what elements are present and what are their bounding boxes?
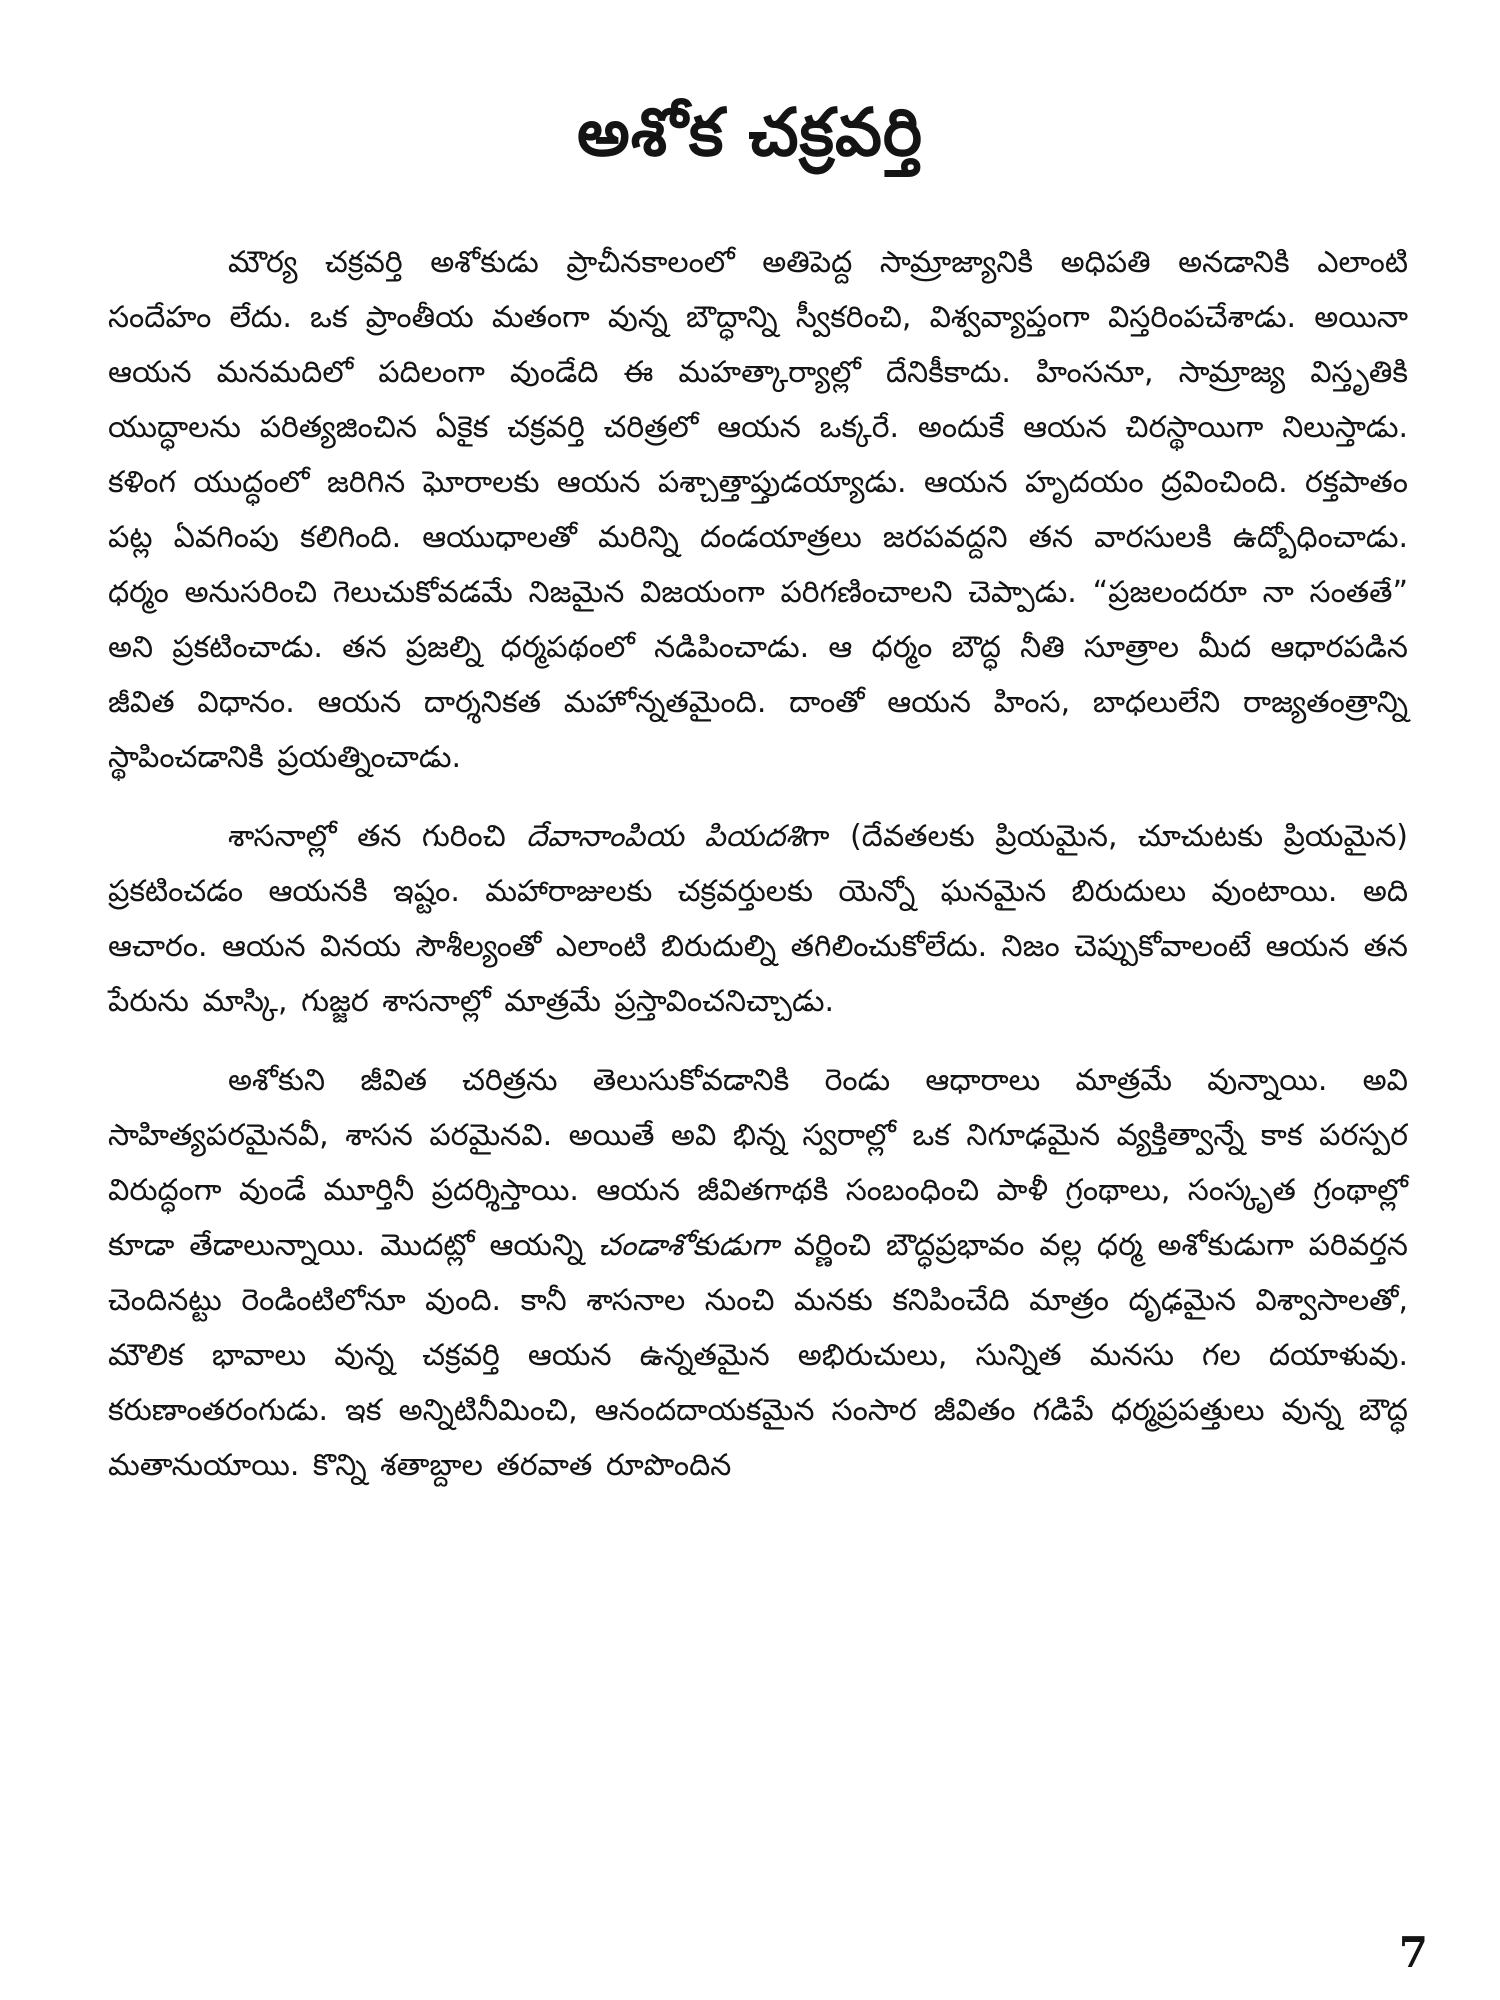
paragraph-2-text-start: శాసనాల్లో తన గురించి: [228, 819, 527, 854]
paragraph-3-text-end: వర్ణించి బౌద్ధప్రభావం వల్ల ధర్మ అశోకుడుగా పరివర్తన చెందినట్టు రెండింటిలోనూ వుంది. కానీ శాసనాల నుంచి మనకు కనిపించేది మాత్రం దృఢమైన విశ్వాసాలతో, మౌలిక భావాలు వున్న చక్రవర్తి ఆయన ఉన్నతమైన అభిరుచులు, సున్నిత మనసు గల దయాళువు. కరుణాంతరంగుడు. ఇక అన్నిటినీమించి, ఆనందదాయకమైన సంసార జీవితం గడిపే ధర్మప్రపత్తులు వున్న బౌద్ధ మతానుయాయి. కొన్ని శతాబ్దాల తరవాత రూపొందిన: [108, 1228, 1408, 1483]
body-text: [108, 235, 1408, 1517]
paragraph-2-italic-term: దేవానాంపియ పియదశి: [526, 819, 802, 854]
page-number: 7: [1398, 1928, 1428, 1977]
paragraph-2: [108, 809, 1408, 1029]
paragraph-3-text-start: అశోకుని జీవిత చరిత్రను తెలుసుకోవడానికి రెండు ఆధారాలు మాత్రమే వున్నాయి. అవి సాహిత్యపరమైనవీ, శాసన పరమైనవి. అయితే అవి భిన్న స్వరాల్లో ఒక నిగూఢమైన వ్యక్తిత్వాన్నే కాక పరస్పర విరుద్ధంగా వుండే మూర్తినీ ప్రదర్శిస్తాయి. ఆయన జీవితగాథకి సంబంధించి పాళీ గ్రంథాలు, సంస్కృత గ్రంథాల్లో కూడా తేడాలున్నాయి. మొదట్లో ఆయన్ని: [108, 1063, 1408, 1263]
paragraph-3-italic-term: చండాశోకుడుగా: [598, 1228, 779, 1263]
page-title: అశోక చక్రవర్తి: [576, 94, 924, 171]
paragraph-1: [108, 235, 1408, 785]
paragraph-3: [108, 1053, 1408, 1493]
paragraph-1-text: మౌర్య చక్రవర్తి అశోకుడు ప్రాచీనకాలంలో అతిపెద్ద సామ్రాజ్యానికి అధిపతి అనడానికి ఎలాంటి సందేహం లేదు. ఒక ప్రాంతీయ మతంగా వున్న బౌద్ధాన్ని స్వీకరించి, విశ్వవ్యాప్తంగా విస్తరింపచేశాడు. అయినా ఆయన మనమదిలో పదిలంగా వుండేది ఈ మహత్కార్యాల్లో దేనికీకాదు. హింసనూ, సామ్రాజ్య విస్తృతికి యుద్ధాలను పరిత్యజించిన ఏకైక చక్రవర్తి చరిత్రలో ఆయన ఒక్కరే. అందుకే ఆయన చిరస్థాయిగా నిలుస్తాడు. కళింగ యుద్ధంలో జరిగిన ఘోరాలకు ఆయన పశ్చాత్తాప్తుడయ్యాడు. ఆయన హృదయం ద్రవించింది. రక్తపాతం పట్ల ఏవగింపు కలిగింది. ఆయుధాలతో మరిన్ని దండయాత్రలు జరపవద్దని తన వారసులకి ఉద్బోధించాడు. ధర్మం అనుసరించి గెలుచుకోవడమే నిజమైన విజయంగా పరిగణించాలని చెప్పాడు. “ప్రజలందరూ నా సంతతే” అని ప్రకటించాడు. తన ప్రజల్ని ధర్మపథంలో నడిపించాడు. ఆ ధర్మం బౌద్ధ నీతి సూత్రాల మీద ఆధారపడిన జీవిత విధానం. ఆయన దార్శనికత మహోన్నతమైంది. దాంతో ఆయన హింస, బాధలులేని రాజ్యతంత్రాన్ని స్థాపించడానికి ప్రయత్నించాడు.: [108, 245, 1408, 775]
paragraph-2-text-end: గా (దేవతలకు ప్రియమైన, చూచుటకు ప్రియమైన) ప్రకటించడం ఆయనకి ఇష్టం. మహారాజులకు చక్రవర్తులకు యెన్నో ఘనమైన బిరుదులు వుంటాయి. అది ఆచారం. ఆయన వినయ సౌశీల్యంతో ఎలాంటి బిరుదుల్ని తగిలించుకోలేదు. నిజం చెప్పుకోవాలంటే ఆయన తన పేరును మాస్కి, గుజ్జర శాసనాల్లో మాత్రమే ప్రస్తావించనిచ్చాడు.: [108, 819, 1408, 1019]
